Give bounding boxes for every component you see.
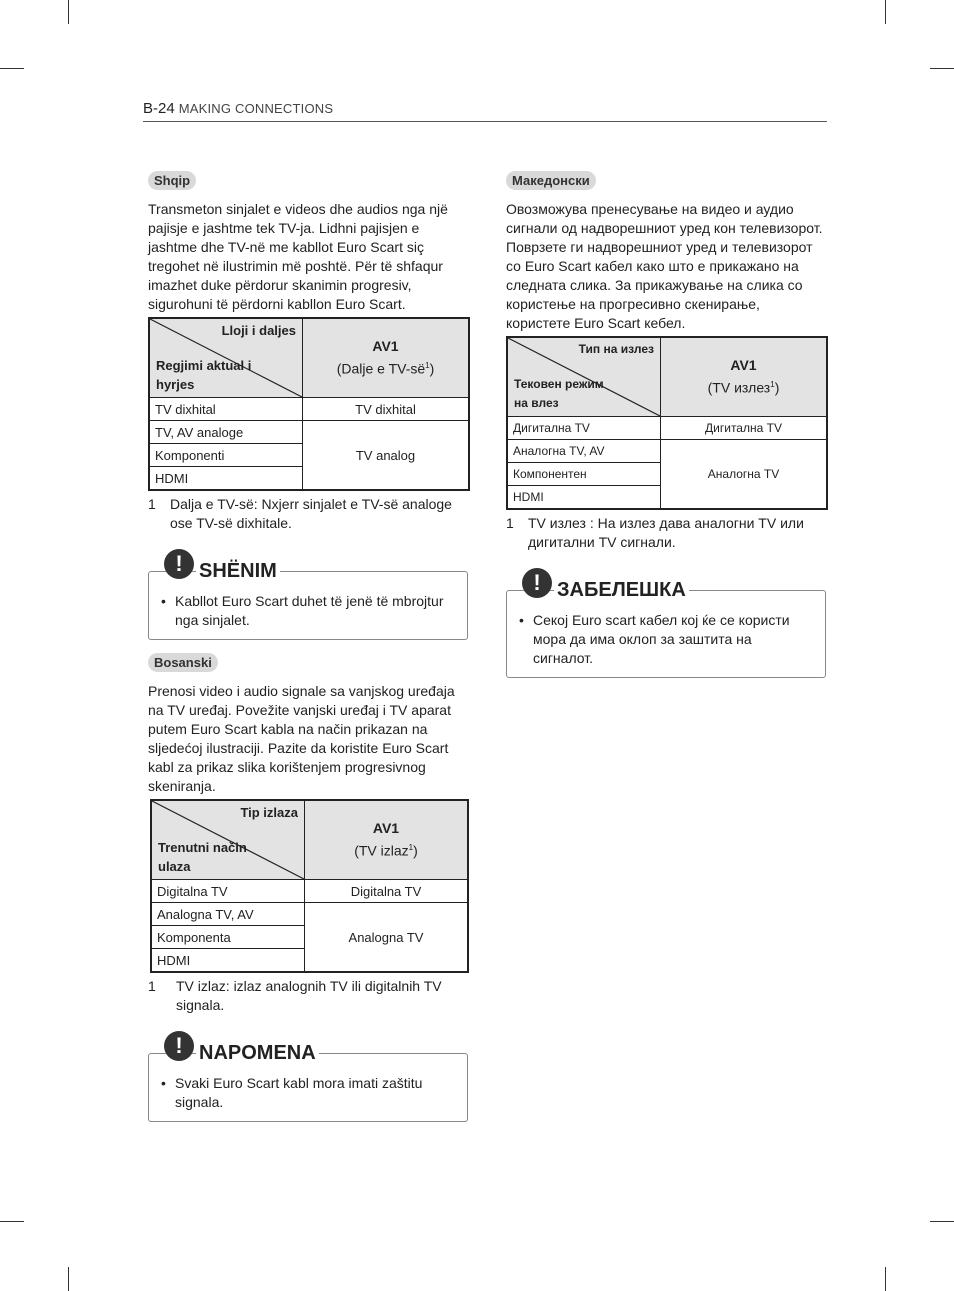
section-title: MAKING CONNECTIONS: [178, 101, 334, 116]
crop-mark: [885, 1267, 886, 1291]
note-item: • Kabllot Euro Scart duhet të jenë të mbrojtur nga sinjalet.: [161, 593, 444, 628]
note-box: [506, 570, 826, 678]
footnote-ref: 1: [425, 361, 430, 371]
av1-header: AV1 (TV izlaz$^1$): [305, 800, 469, 880]
input-mode-label: Trenutni način ulaza: [158, 840, 247, 874]
av1-title: AV1: [372, 338, 399, 355]
output-cell: Дигитална TV: [661, 417, 828, 440]
page-header: [143, 100, 827, 122]
output-cell: Digitalna TV: [305, 880, 469, 903]
note-item: • Секој Euro scart кабел кој ќе се користи мора да има оклоп за заштита на сигналот.: [519, 612, 790, 666]
table-corner-header: [151, 800, 305, 880]
crop-mark: [68, 1267, 69, 1291]
table-row: Digitalna TV: [151, 880, 305, 903]
table-row: Аналогна TV, AV: [507, 440, 661, 463]
output-type-label: Tip izlaza: [240, 805, 298, 820]
crop-mark: [930, 68, 954, 69]
exclamation-icon: !: [164, 1031, 194, 1061]
output-cell: Аналогна TV: [661, 440, 828, 510]
page-number: B-24: [143, 100, 175, 117]
footnote: 1 TV izlaz: izlaz analognih TV ili digitalnih TV signala.: [148, 978, 442, 1013]
output-type-label: Lloji i daljes: [221, 323, 296, 338]
table-row: Analogna TV, AV: [151, 903, 305, 926]
footnote-ref: 1: [408, 843, 414, 853]
connection-table: [506, 336, 828, 510]
intro-text: Prenosi video i audio signale sa vanjskog uređaja na TV uređaj. Povežite vanjski uređaj i TV aparat putem Euro Scart kabla na način prikazan na sljedećoj ilustraciji. Pazite da koristite Euro Scart kabl za prikaz slika korištenjem progresivnog skeniranja.: [148, 683, 455, 794]
crop-mark: [930, 1221, 954, 1222]
note-item: • Svaki Euro Scart kabl mora imati zaštitu signala.: [161, 1075, 423, 1110]
table-row: HDMI: [151, 949, 305, 973]
table-row: Компонентен: [507, 463, 661, 486]
table-corner-header: [507, 337, 661, 417]
av1-header: AV1 (Dalje e $TV-së^1$): [303, 318, 470, 398]
note-box: [148, 1033, 468, 1122]
note-title: ЗАБЕЛЕШКА: [554, 578, 689, 602]
note-title: SHËNIM: [196, 559, 280, 583]
footnote: 1 TV излез : На излез дава аналогни TV или дигитални TV сигнали.: [506, 515, 804, 550]
crop-mark: [0, 68, 24, 69]
av1-title: AV1: [730, 357, 757, 374]
section-shqip: [148, 171, 470, 640]
footnote-ref: 1: [770, 380, 775, 390]
output-cell: Analogna TV: [305, 903, 469, 973]
note-title: NAPOMENA: [196, 1041, 319, 1065]
footnote: 1 Dalja e TV-së: Nxjerr sinjalet e TV-së analoge ose TV-së dixhitale.: [148, 496, 452, 531]
section-bosanski: [148, 653, 470, 1122]
exclamation-icon: !: [164, 549, 194, 579]
exclamation-icon: !: [522, 568, 552, 598]
crop-mark: [885, 0, 886, 24]
table-corner-header: [149, 318, 303, 398]
table-row: HDMI: [507, 486, 661, 510]
av1-subtitle: (Dalje e TV-së: [336, 360, 426, 377]
language-label: Bosanski: [148, 653, 218, 672]
crop-mark: [0, 1221, 24, 1222]
output-cell: TV analog: [303, 421, 470, 491]
section-makedonski: [506, 171, 828, 678]
intro-text: Овозможува пренесување на видео и аудио сигнали од надворешниот уред кон телевизорот. Поврзете ги надворешниот уред и телевизорот со Euro Scart кабел како што е прикажано на следната слика. За прикажување на слика со користење на прогресивно скенирање, користете Euro Scart кебел.: [506, 201, 823, 331]
output-cell: TV dixhital: [303, 398, 470, 421]
input-mode-label: Тековен режим на влез: [514, 377, 604, 410]
table-row: Komponenta: [151, 926, 305, 949]
intro-text: Transmeton sinjalet e videos dhe audios nga një pajisje e jashtme tek TV-ja. Lidhni pajisjen e jashtme dhe TV-në me kabllot Euro Scart siç tregohet në ilustrimin më poshtë. Për të shfaqur imazhet duke përdorur skanimin progresiv, sigurohuni të përdorni kabllon Euro Scart.: [148, 201, 448, 312]
table-row: HDMI: [149, 467, 303, 491]
connection-table: [148, 317, 470, 491]
table-row: TV dixhital: [149, 398, 303, 421]
input-mode-label: Regjimi aktual i hyrjes: [156, 358, 252, 392]
crop-mark: [68, 0, 69, 24]
table-row: Дигитална TV: [507, 417, 661, 440]
language-label: Македонски: [506, 171, 596, 190]
table-row: Komponenti: [149, 444, 303, 467]
language-label: Shqip: [148, 171, 196, 190]
av1-subtitle: (TV излез: [707, 379, 771, 396]
av1-header: AV1 (TV излез$^1$): [661, 337, 828, 417]
table-row: TV, AV analoge: [149, 421, 303, 444]
output-type-label: Тип на излез: [578, 342, 654, 356]
connection-table: [150, 799, 469, 973]
av1-title: AV1: [372, 820, 400, 837]
note-box: [148, 551, 468, 640]
av1-subtitle: (TV izlaz: [354, 842, 409, 859]
